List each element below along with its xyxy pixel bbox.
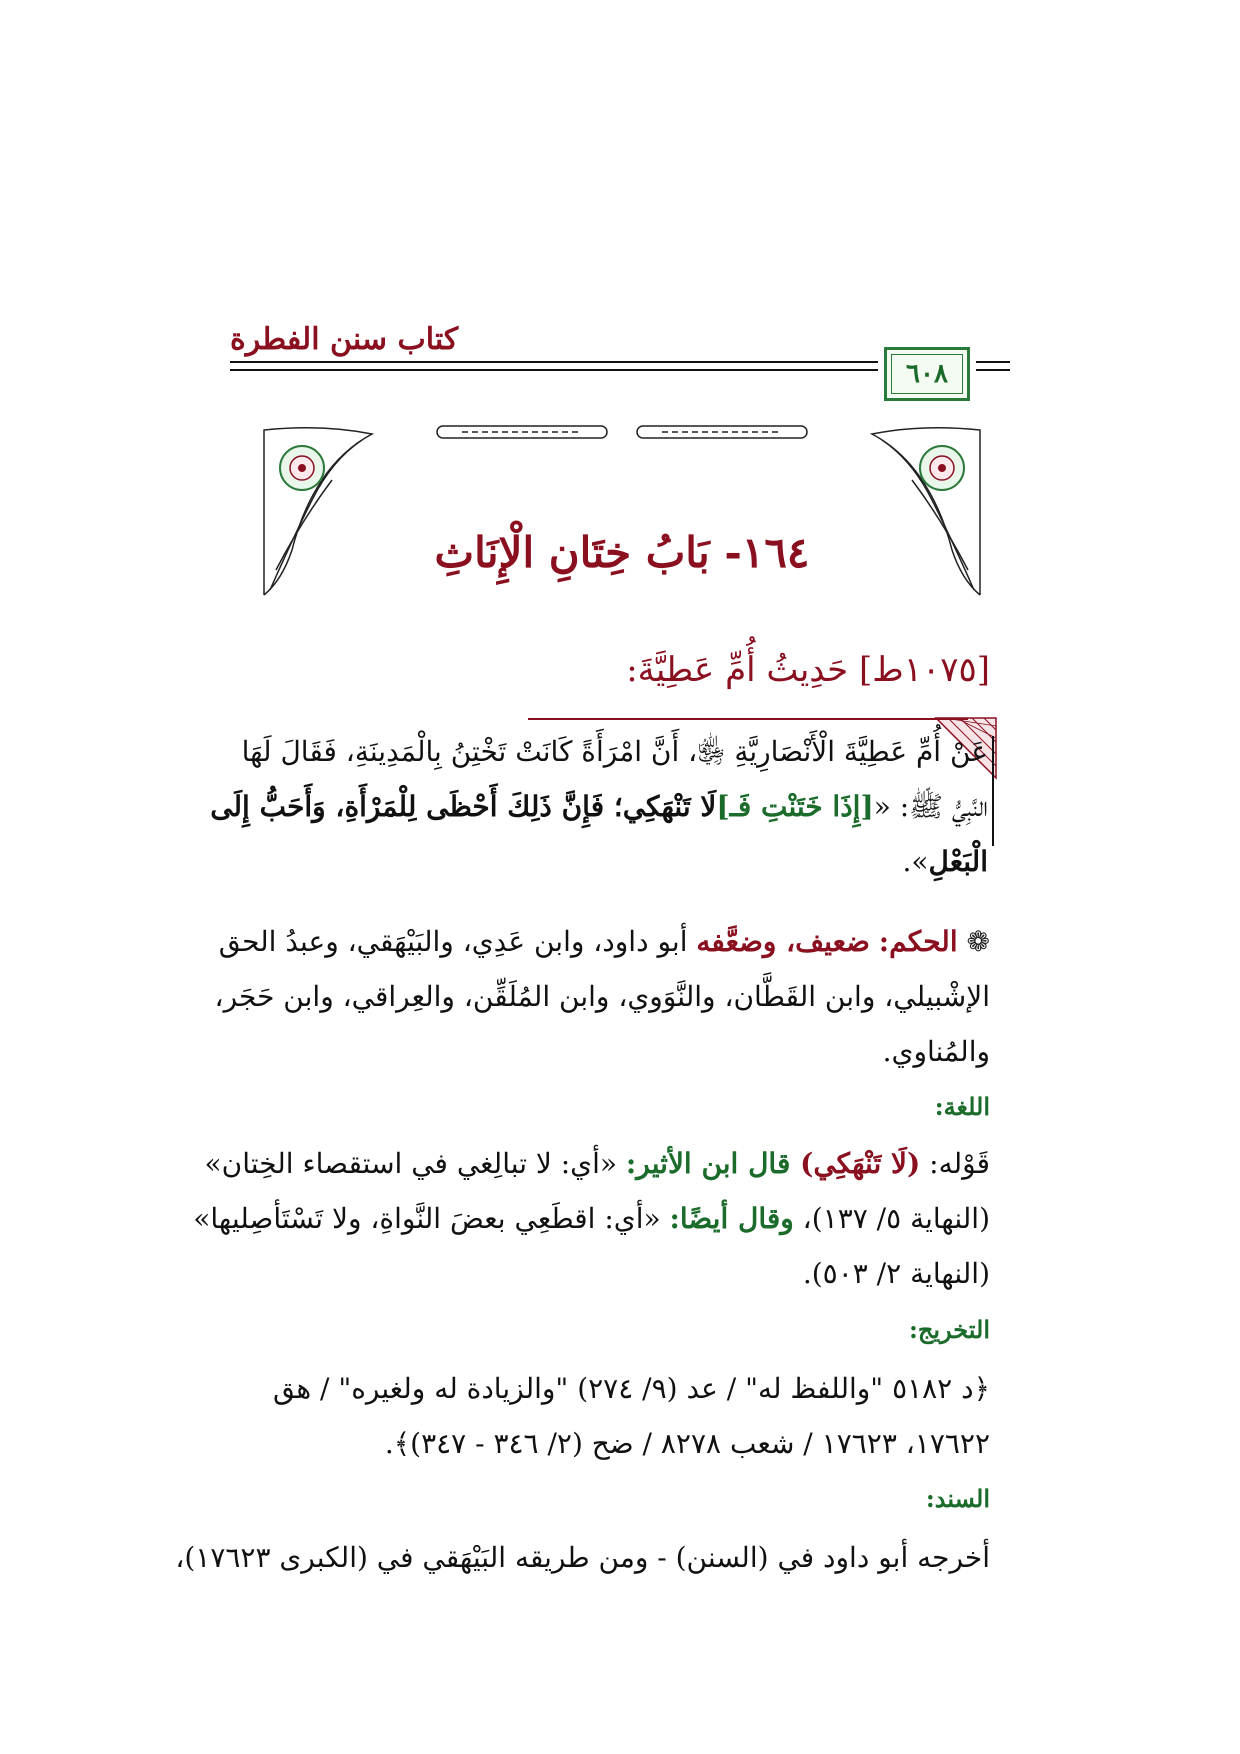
flower-icon: ❁ bbox=[966, 925, 990, 958]
page-number-badge bbox=[884, 347, 970, 401]
hadith-box-top-rule bbox=[528, 718, 968, 720]
header-rule-bottom bbox=[230, 369, 878, 371]
ruling-label: الحكم: bbox=[878, 925, 958, 958]
language-term: (لَا تَنْهَكِي) bbox=[800, 1147, 921, 1180]
language-source-2: وقال أيضًا: bbox=[669, 1202, 794, 1235]
ruling-line-2: الإشْبيلي، وابن القَطَّان، والنَّوَوي، وابن المُلَقِّن، والعِراقي، وابن حَجَر، bbox=[214, 980, 990, 1013]
right-rosette-icon bbox=[920, 446, 964, 490]
hadith-line-3-end: ». bbox=[902, 845, 929, 878]
sanad-line-1: أخرجه أبو داود في (السنن) - ومن طريقه البَيْهَقي في (الكبرى ١٧٦٢٣)، bbox=[175, 1541, 990, 1574]
language-line-1 bbox=[205, 1147, 990, 1180]
language-line-2-c: «أي: اقطَعِي بعضَ النَّواةِ، ولا تَسْتَأصِليها» bbox=[193, 1202, 670, 1235]
ruling-value: ضعيف، وضعَّفه bbox=[696, 925, 870, 958]
language-line-2 bbox=[193, 1202, 990, 1235]
ruling-line-1-rest: أبو داود، وابن عَدِي، والبَيْهَقي، وعبدُ الحق bbox=[218, 925, 688, 958]
takhrij-line-1: ﴿د ٥١٨٢ "واللفظ له" / عد (٩/ ٢٧٤) "والزيادة له ولغيره" / هق bbox=[272, 1372, 990, 1405]
left-rosette-icon bbox=[280, 446, 324, 490]
hadith-line-3 bbox=[902, 845, 988, 878]
header-rule-right-top bbox=[976, 361, 1010, 363]
hadith-line-2-quote: لَا تَنْهَكِي؛ فَإِنَّ ذَلِكَ أَحْظَى لِلْمَرْأَةِ، وَأَحَبُّ إِلَى bbox=[210, 790, 717, 823]
chapter-title: ١٦٤- بَابُ خِتَانِ الْإِنَاثِ bbox=[434, 528, 810, 577]
top-bar-ornaments bbox=[437, 426, 807, 438]
page-number: ٦٠٨ bbox=[906, 359, 948, 389]
header-rule-top bbox=[230, 361, 878, 363]
language-line-2-a: (النهاية ٥/ ١٣٧)، bbox=[793, 1202, 990, 1235]
hadith-addition: [إِذَا خَتَنْتِ فَـ] bbox=[716, 790, 874, 823]
hadith-number: [١٠٧٥ط] bbox=[858, 650, 990, 690]
ruling-line-1 bbox=[219, 925, 990, 958]
hadith-line-2-intro: النَّبِيُّ ﷺ: « bbox=[873, 790, 988, 823]
language-line-1-a: قَوْله: bbox=[920, 1147, 990, 1180]
hadith-title: حَدِيثُ أُمِّ عَطِيَّةَ: bbox=[626, 650, 849, 690]
takhrij-heading: التخريج: bbox=[909, 1315, 990, 1344]
language-line-3: (النهاية ٢/ ٥٠٣). bbox=[802, 1257, 990, 1290]
language-heading: اللغة: bbox=[934, 1092, 990, 1121]
sanad-heading: السند: bbox=[925, 1484, 990, 1513]
ruling-line-3: والمُناوي. bbox=[882, 1035, 990, 1068]
hadith-line-2 bbox=[210, 790, 988, 830]
hadith-box-side-rule bbox=[992, 736, 994, 846]
language-line-1-d: «أي: لا تبالِغي في استقصاء الخِتان» bbox=[204, 1147, 626, 1180]
hadith-line-1: عَنْ أُمِّ عَطِيَّةَ الْأَنْصَارِيَّةِ ﵂، أَنَّ امْرَأَةً كَانَتْ تَخْتِنُ بِالْمَدِينَةِ، فَقَالَ لَهَا bbox=[241, 735, 988, 768]
language-source: قال ابن الأثير: bbox=[625, 1147, 801, 1180]
hadith-line-3-quote: الْبَعْلِ bbox=[928, 845, 988, 878]
hadith-heading bbox=[626, 650, 990, 690]
takhrij-line-2: ١٧٦٢٢، ١٧٦٢٣ / شعب ٨٢٧٨ / ضح (٢/ ٣٤٦ - ٣٤٧)﴾. bbox=[384, 1427, 990, 1460]
book-title: كتاب سنن الفطرة bbox=[230, 322, 459, 357]
header-rule-right-bottom bbox=[976, 369, 1010, 371]
